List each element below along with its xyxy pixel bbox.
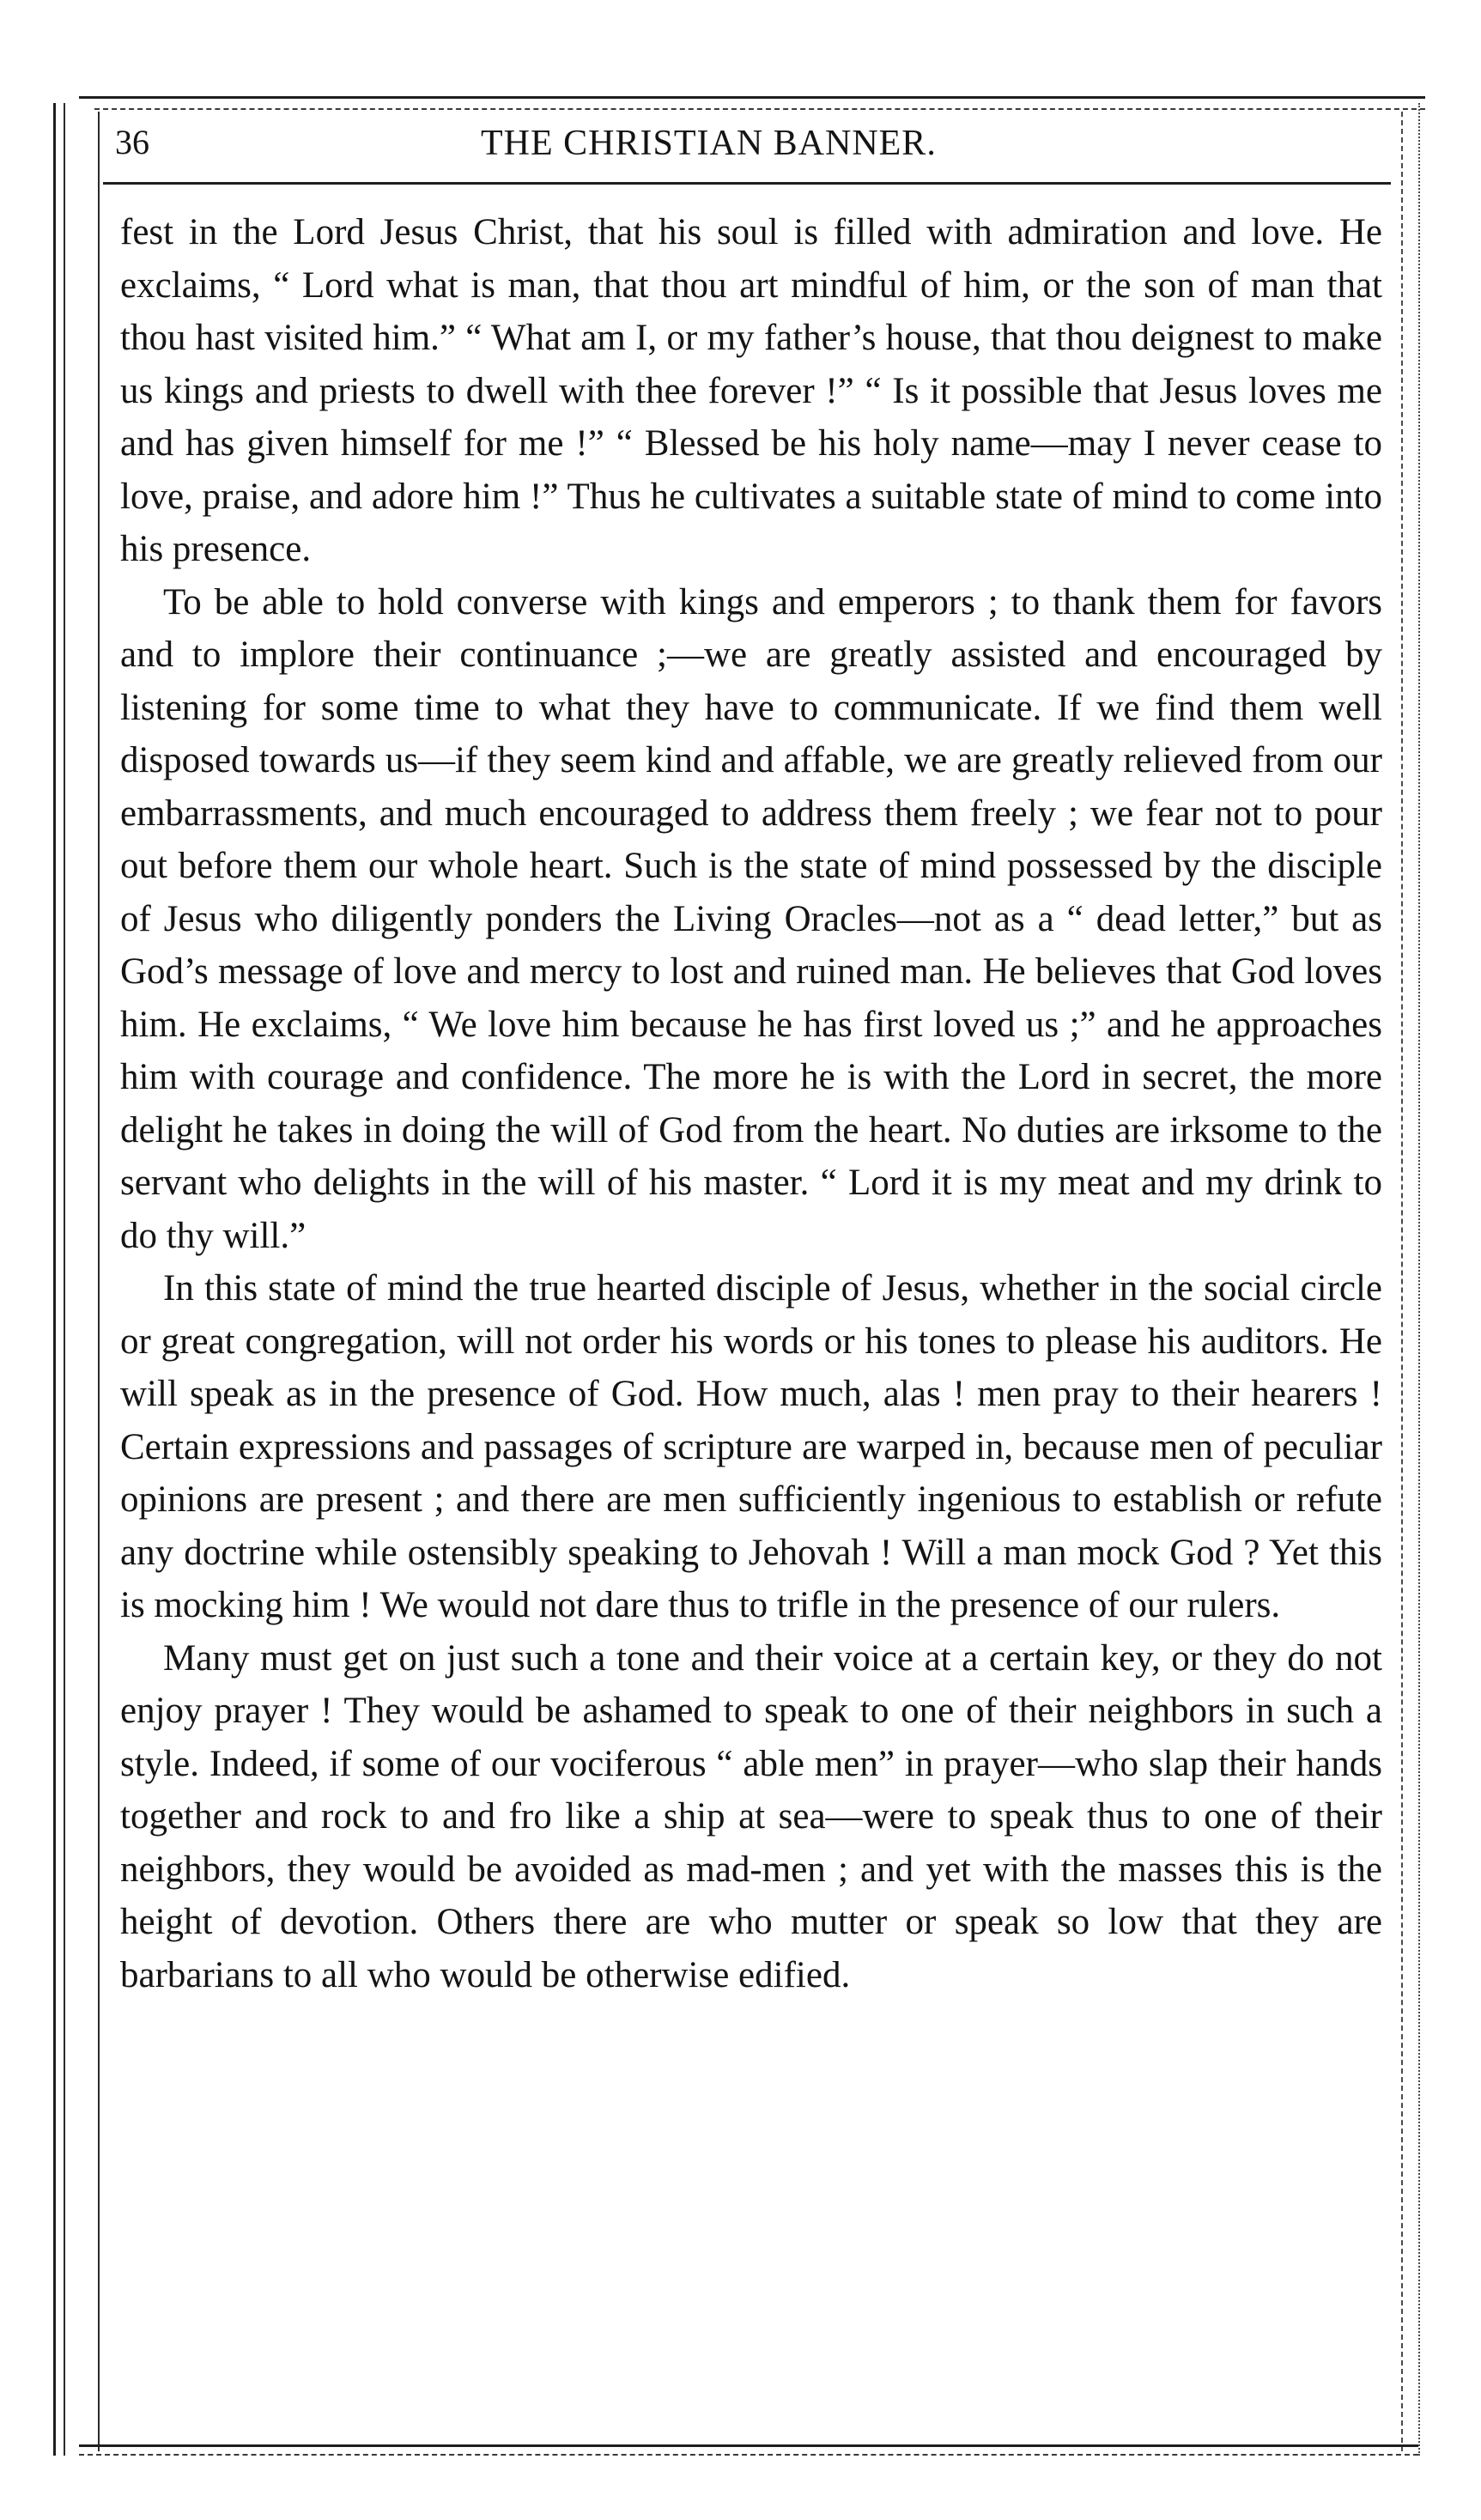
body-text bbox=[120, 206, 1382, 2001]
bottom-border-rule bbox=[79, 2444, 1418, 2447]
right-border-rule bbox=[1401, 112, 1403, 2451]
paragraph: Many must get on just such a tone and their voice at a certain key, or they do not enjoy prayer ! They would be ashamed to speak to one of their neighbors in such a style. Indeed, if some of our vociferous “ able men” in prayer—who slap their hands together and rock to and fro like a ship at sea—were to speak thus to one of their neighbors, they would be avoided as mad-men ; and yet with the masses this is the height of devotion. Others there are who mutter or speak so low that they are barbarians to all who would be otherwise edified. bbox=[120, 1637, 1382, 1995]
left-border-rule-inner bbox=[64, 103, 65, 2456]
paragraph-continued: fest in the Lord Jesus Christ, that his soul is filled with admiration and love. He exclaims, “ Lord what is man, that thou art mindful of him, or the son of man that thou hast visited him.” “ What am I, or my father’s house, that thou deignest to make us kings and priests to dwell with thee forever !” “ Is it possible that Jesus loves me and has given himself for me !” “ Blessed be his holy name—may I never cease to love, praise, and adore him !” Thus he cultivates a suitable state of mind to come into his presence. bbox=[120, 212, 1382, 569]
running-title: THE CHRISTIAN BANNER. bbox=[481, 124, 937, 163]
text-column-left-rule bbox=[98, 112, 100, 2451]
right-border-rule-outer bbox=[1418, 103, 1420, 2456]
top-border-rule-inner bbox=[94, 108, 1425, 110]
paragraph: In this state of mind the true hearted disciple of Jesus, whether in the social circle or great congregation, will not order his words or his tones to please his auditors. He will speak as in the presence of God. How much, alas ! men pray to their hearers ! Certain expressions and passages of scripture are warped in, because men of peculiar opinions are present ; and there are men sufficiently ingenious to establish or refute any doctrine while ostensibly speaking to Jehovah ! Will a man mock God ? Yet this is mocking him ! We would not dare thus to trifle in the presence of our rulers. bbox=[120, 1268, 1382, 1625]
left-border-rule bbox=[53, 103, 56, 2456]
bottom-border-rule-inner bbox=[79, 2454, 1418, 2456]
paragraph: To be able to hold converse with kings and emperors ; to thank them for favors and to implore their continuance ;—we are greatly assisted and encouraged by listening for some time to what they have to communicate. If we find them well disposed towards us—if they seem kind and affable, we are greatly relieved from our embarrassments, and much encouraged to address them freely ; we fear not to pour out before them our whole heart. Such is the state of mind possessed by the disciple of Jesus who diligently ponders the Living Oracles—not as a “ dead letter,” but as God’s message of love and mercy to lost and ruined man. He believes that God loves him. He exclaims, “ We love him because he has first loved us ;” and he approaches him with courage and confidence. The more he is with the Lord in secret, the more delight he takes in doing the will of God from the heart. No duties are irksome to the servant who delights in the will of his master. “ Lord it is my meat and my drink to do thy will.” bbox=[120, 581, 1382, 1256]
page-number: 36 bbox=[115, 123, 149, 161]
top-border-rule bbox=[79, 96, 1425, 99]
header-rule bbox=[103, 182, 1391, 185]
